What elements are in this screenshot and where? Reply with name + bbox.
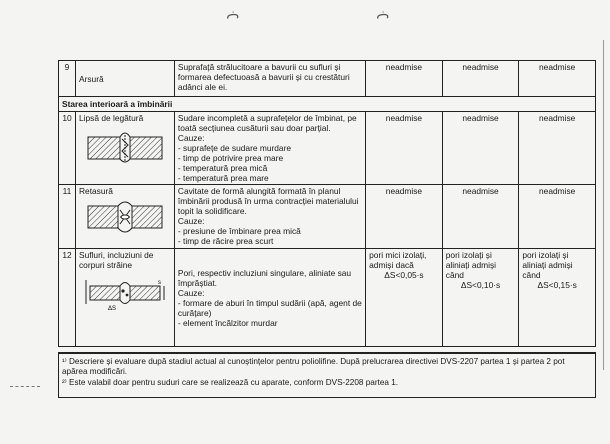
- page-edge-line: [603, 40, 604, 370]
- description-text: Cavitate de formă alungită formată în planul îmbinării produsă în urma contracției materialului topit la solidificare.: [177, 186, 359, 216]
- defect-cell: [75, 249, 174, 347]
- page-mark-right: ب: [376, 11, 390, 27]
- footnote-2: ²⁾ Este valabil doar pentru suduri care se realizează cu aparate, conform DVS-2208 partea 1.: [62, 378, 399, 387]
- evaluation-cell: [442, 249, 519, 347]
- defects-table: [58, 60, 596, 347]
- cause-item: - temperatură prea mică: [177, 163, 268, 173]
- section-row: [59, 97, 596, 112]
- description-text: Pori, respectiv incluziuni singulare, aliniate sau împrăștiat.: [177, 267, 352, 288]
- evaluation-text: pori izolați și aliniați admiși când: [445, 250, 497, 280]
- row-number: 10: [59, 112, 76, 185]
- footnote-1: ¹⁾ Descriere și evaluare după stadiul actual al cunoștințelor pentru poliolifine. După prelucrarea directivei DVS-2207 partea 1 și partea 2 pot apărea modificări.: [62, 357, 565, 376]
- defect-description: [174, 112, 365, 185]
- evaluation-cell: neadmise: [366, 112, 443, 185]
- evaluation-cell: [366, 249, 443, 347]
- cause-item: - temperatură prea mare: [177, 173, 269, 183]
- evaluation-text: pori mici izolați, admiși dacă: [369, 250, 427, 270]
- page-mark-left: ب: [226, 11, 240, 27]
- cause-item: - timp de răcire prea scurt: [177, 236, 274, 246]
- cause-item: - suprafețe de sudare murdare: [177, 143, 292, 153]
- defect-description: [174, 185, 365, 249]
- defect-description: [174, 249, 365, 347]
- description-text: Sudare incompletă a suprafețelor de îmbinat, pe toată secțiunea cusăturii sau doar parțial.: [177, 113, 357, 133]
- pores-inclusions-sketch: [82, 272, 168, 312]
- footnotes: [58, 352, 596, 398]
- defect-description: Suprafață strălucitoare a bavurii cu sufluri și formarea defectuoasă a bavurii și cu crestături adânci ale ei.: [174, 61, 365, 97]
- evaluation-limit: ΔS<0,15·s: [537, 280, 577, 290]
- defect-cell: [75, 185, 174, 249]
- margin-dash: [10, 386, 40, 387]
- causes-label: Cauze:: [177, 216, 205, 226]
- evaluation-cell: neadmise: [442, 61, 519, 97]
- table-row: [59, 249, 596, 347]
- table-row: [59, 112, 596, 185]
- evaluation-cell: neadmise: [366, 185, 443, 249]
- evaluation-cell: neadmise: [442, 185, 519, 249]
- evaluation-cell: neadmise: [442, 112, 519, 185]
- table-row: [59, 185, 596, 249]
- evaluation-text: pori izolați și aliniați admiși când: [522, 250, 573, 280]
- causes-label: Cauze:: [177, 133, 205, 143]
- lack-of-fusion-sketch: [84, 125, 166, 165]
- shrinkage-cavity-sketch: [84, 198, 166, 234]
- cause-item: - presiune de îmbinare prea mică: [177, 226, 301, 236]
- row-number: 9: [59, 61, 76, 97]
- cause-item: - formare de aburi în timpul sudării (apă, agent de curățare): [177, 297, 362, 318]
- section-title: Starea interioară a îmbinării: [59, 97, 596, 112]
- evaluation-cell: neadmise: [519, 61, 596, 97]
- table-row: [59, 61, 596, 97]
- sketch-label-delta-s: ΔS: [107, 306, 116, 312]
- causes-label: Cauze:: [177, 287, 205, 298]
- cause-item: - timp de potrivire prea mare: [177, 153, 284, 163]
- evaluation-cell: neadmise: [519, 185, 596, 249]
- evaluation-cell: neadmise: [366, 61, 443, 97]
- defect-name: Sufluri, incluziuni de corpuri străine: [78, 250, 154, 270]
- cause-item: - element încălzitor murdar: [177, 317, 278, 328]
- row-number: 12: [59, 249, 76, 347]
- evaluation-cell: neadmise: [519, 112, 596, 185]
- evaluation-limit: ΔS<0,05·s: [384, 270, 424, 280]
- evaluation-cell: [519, 249, 596, 347]
- sketch-label-s: s: [157, 280, 161, 286]
- defect-name: Retasură: [78, 186, 113, 196]
- row-number: 11: [59, 185, 76, 249]
- defect-cell: [75, 112, 174, 185]
- defect-name: Lipsă de legătură: [78, 113, 144, 123]
- evaluation-limit: ΔS<0,10·s: [460, 280, 501, 290]
- defect-name: Arsură: [75, 61, 174, 97]
